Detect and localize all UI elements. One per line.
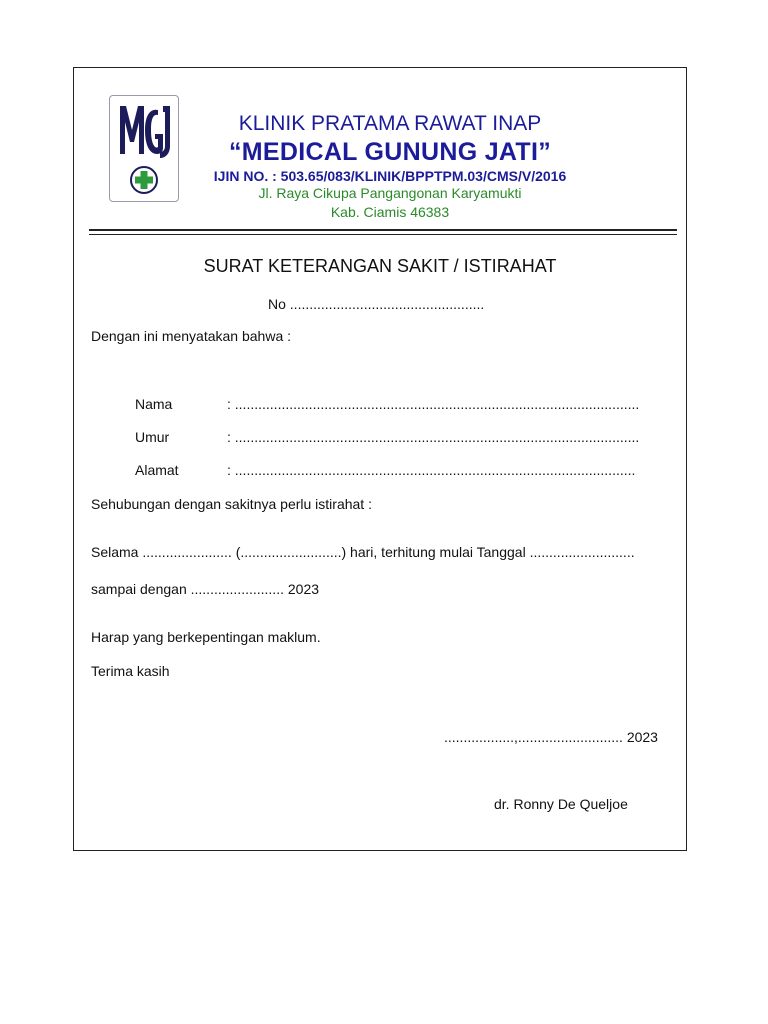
field-label-umur: Umur [135,429,170,445]
address-street: Jl. Raya Cikupa Pangangonan Karyamukti [258,185,522,201]
closing-note: Harap yang berkepentingan maklum. [91,629,321,645]
field-value-nama: : ........................................................................................................ [227,396,640,412]
clinic-type: KLINIK PRATAMA RAWAT INAP [238,112,542,135]
clinic-logo [109,95,179,202]
thanks-text: Terima kasih [91,663,170,679]
signatory-name: dr. Ronny De Queljoe [494,796,628,812]
license-number: IJIN NO. : 503.65/083/KLINIK/BPPTPM.03/CMS/V/2016 [213,168,567,184]
field-label-nama: Nama [135,396,173,412]
document-title: SURAT KETERANGAN SAKIT / ISTIRAHAT [203,256,557,276]
logo-graphic [110,96,177,200]
logo-letter-g [145,110,163,154]
header-divider-thick [89,229,677,231]
signature-date-line: ..................,........................... 2023 [444,729,658,745]
logo-letter-m [120,106,144,154]
document-number: No .................................................. [268,296,485,312]
rest-until-line: sampai dengan ........................ 2023 [91,581,320,597]
clinic-name: “MEDICAL GUNUNG JATI” [228,138,552,166]
rest-period-line: Selama ....................... (..........................) hari, terhitung mulai Tanggal ........................... [91,544,635,560]
field-value-umur: : ........................................................................................................ [227,429,640,445]
reason-text: Sehubungan dengan sakitnya perlu istirahat : [91,496,372,512]
intro-text: Dengan ini menyatakan bahwa : [91,328,292,344]
field-label-alamat: Alamat [135,462,179,478]
field-value-alamat: : ....................................................................................................... [227,462,636,478]
address-city: Kab. Ciamis 46383 [330,204,450,220]
header-divider-thin [89,234,677,235]
